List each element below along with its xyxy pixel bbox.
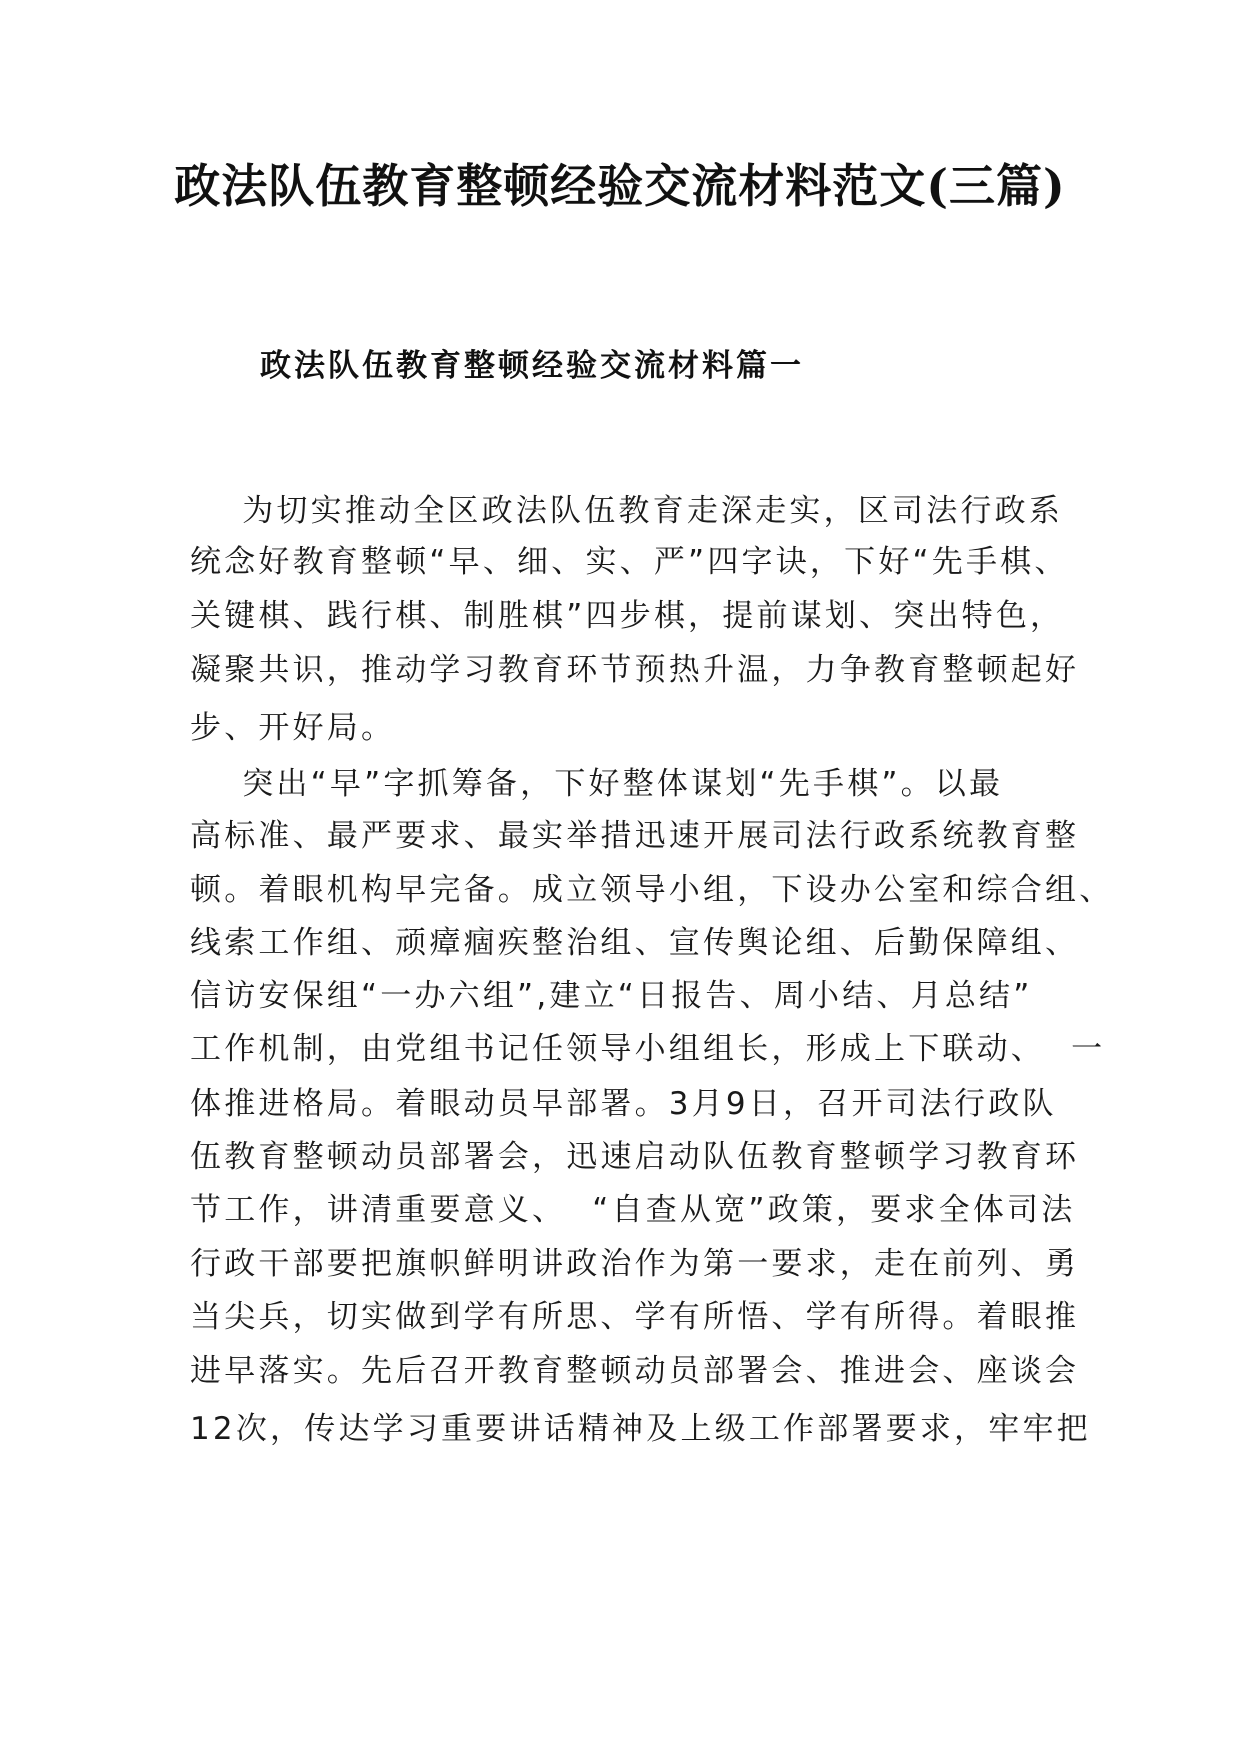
body-line: 凝聚共识，推动学习教育环节预热升温，力争教育整顿起好 [190,652,1080,688]
body-line: 伍教育整顿动员部署会，迅速启动队伍教育整顿学习教育环 [190,1139,1080,1175]
body-line: 12次，传达学习重要讲话精神及上级工作部署要求，牢牢把 [190,1411,1091,1447]
body-line: 进早落实。先后召开教育整顿动员部署会、推进会、座谈会 [190,1353,1080,1389]
body-line: 步、开好局。 [190,710,396,746]
section-heading: 政法队伍教育整顿经验交流材料篇一 [260,348,804,384]
body-line: 顿。着眼机构早完备。成立领导小组，下设办公室和综合组、 [190,872,1114,908]
body-line: 当尖兵，切实做到学有所思、学有所悟、学有所得。着眼推 [190,1299,1080,1335]
body-line: 体推进格局。着眼动员早部署。3月9日，召开司法行政队 [190,1086,1057,1122]
body-line: 线索工作组、顽瘴痼疾整治组、宣传舆论组、后勤保障组、 [190,925,1080,961]
body-line: 关键棋、践行棋、制胜棋”四步棋，提前谋划、突出特色， [190,598,1065,634]
body-line: 节工作，讲清重要意义、 “自查从宽”政策，要求全体司法 [190,1192,1076,1228]
body-line: 行政干部要把旗帜鲜明讲政治作为第一要求，走在前列、勇 [190,1246,1080,1282]
document-title: 政法队伍教育整顿经验交流材料范文(三篇) [174,159,1066,213]
body-line: 信访安保组“一办六组”,建立“日报告、周小结、月总结” [190,978,1033,1014]
body-line: 工作机制，由党组书记任领导小组组长，形成上下联动、 一 [190,1031,1106,1067]
body-line: 高标准、最严要求、最实举措迅速开展司法行政系统教育整 [190,818,1080,854]
body-line: 统念好教育整顿“早、细、实、严”四字诀，下好“先手棋、 [190,544,1069,580]
body-line: 为切实推动全区政法队伍教育走深走实，区司法行政系 [190,493,1064,529]
body-line: 突出“早”字抓筹备，下好整体谋划“先手棋”。以最 [190,766,1004,802]
